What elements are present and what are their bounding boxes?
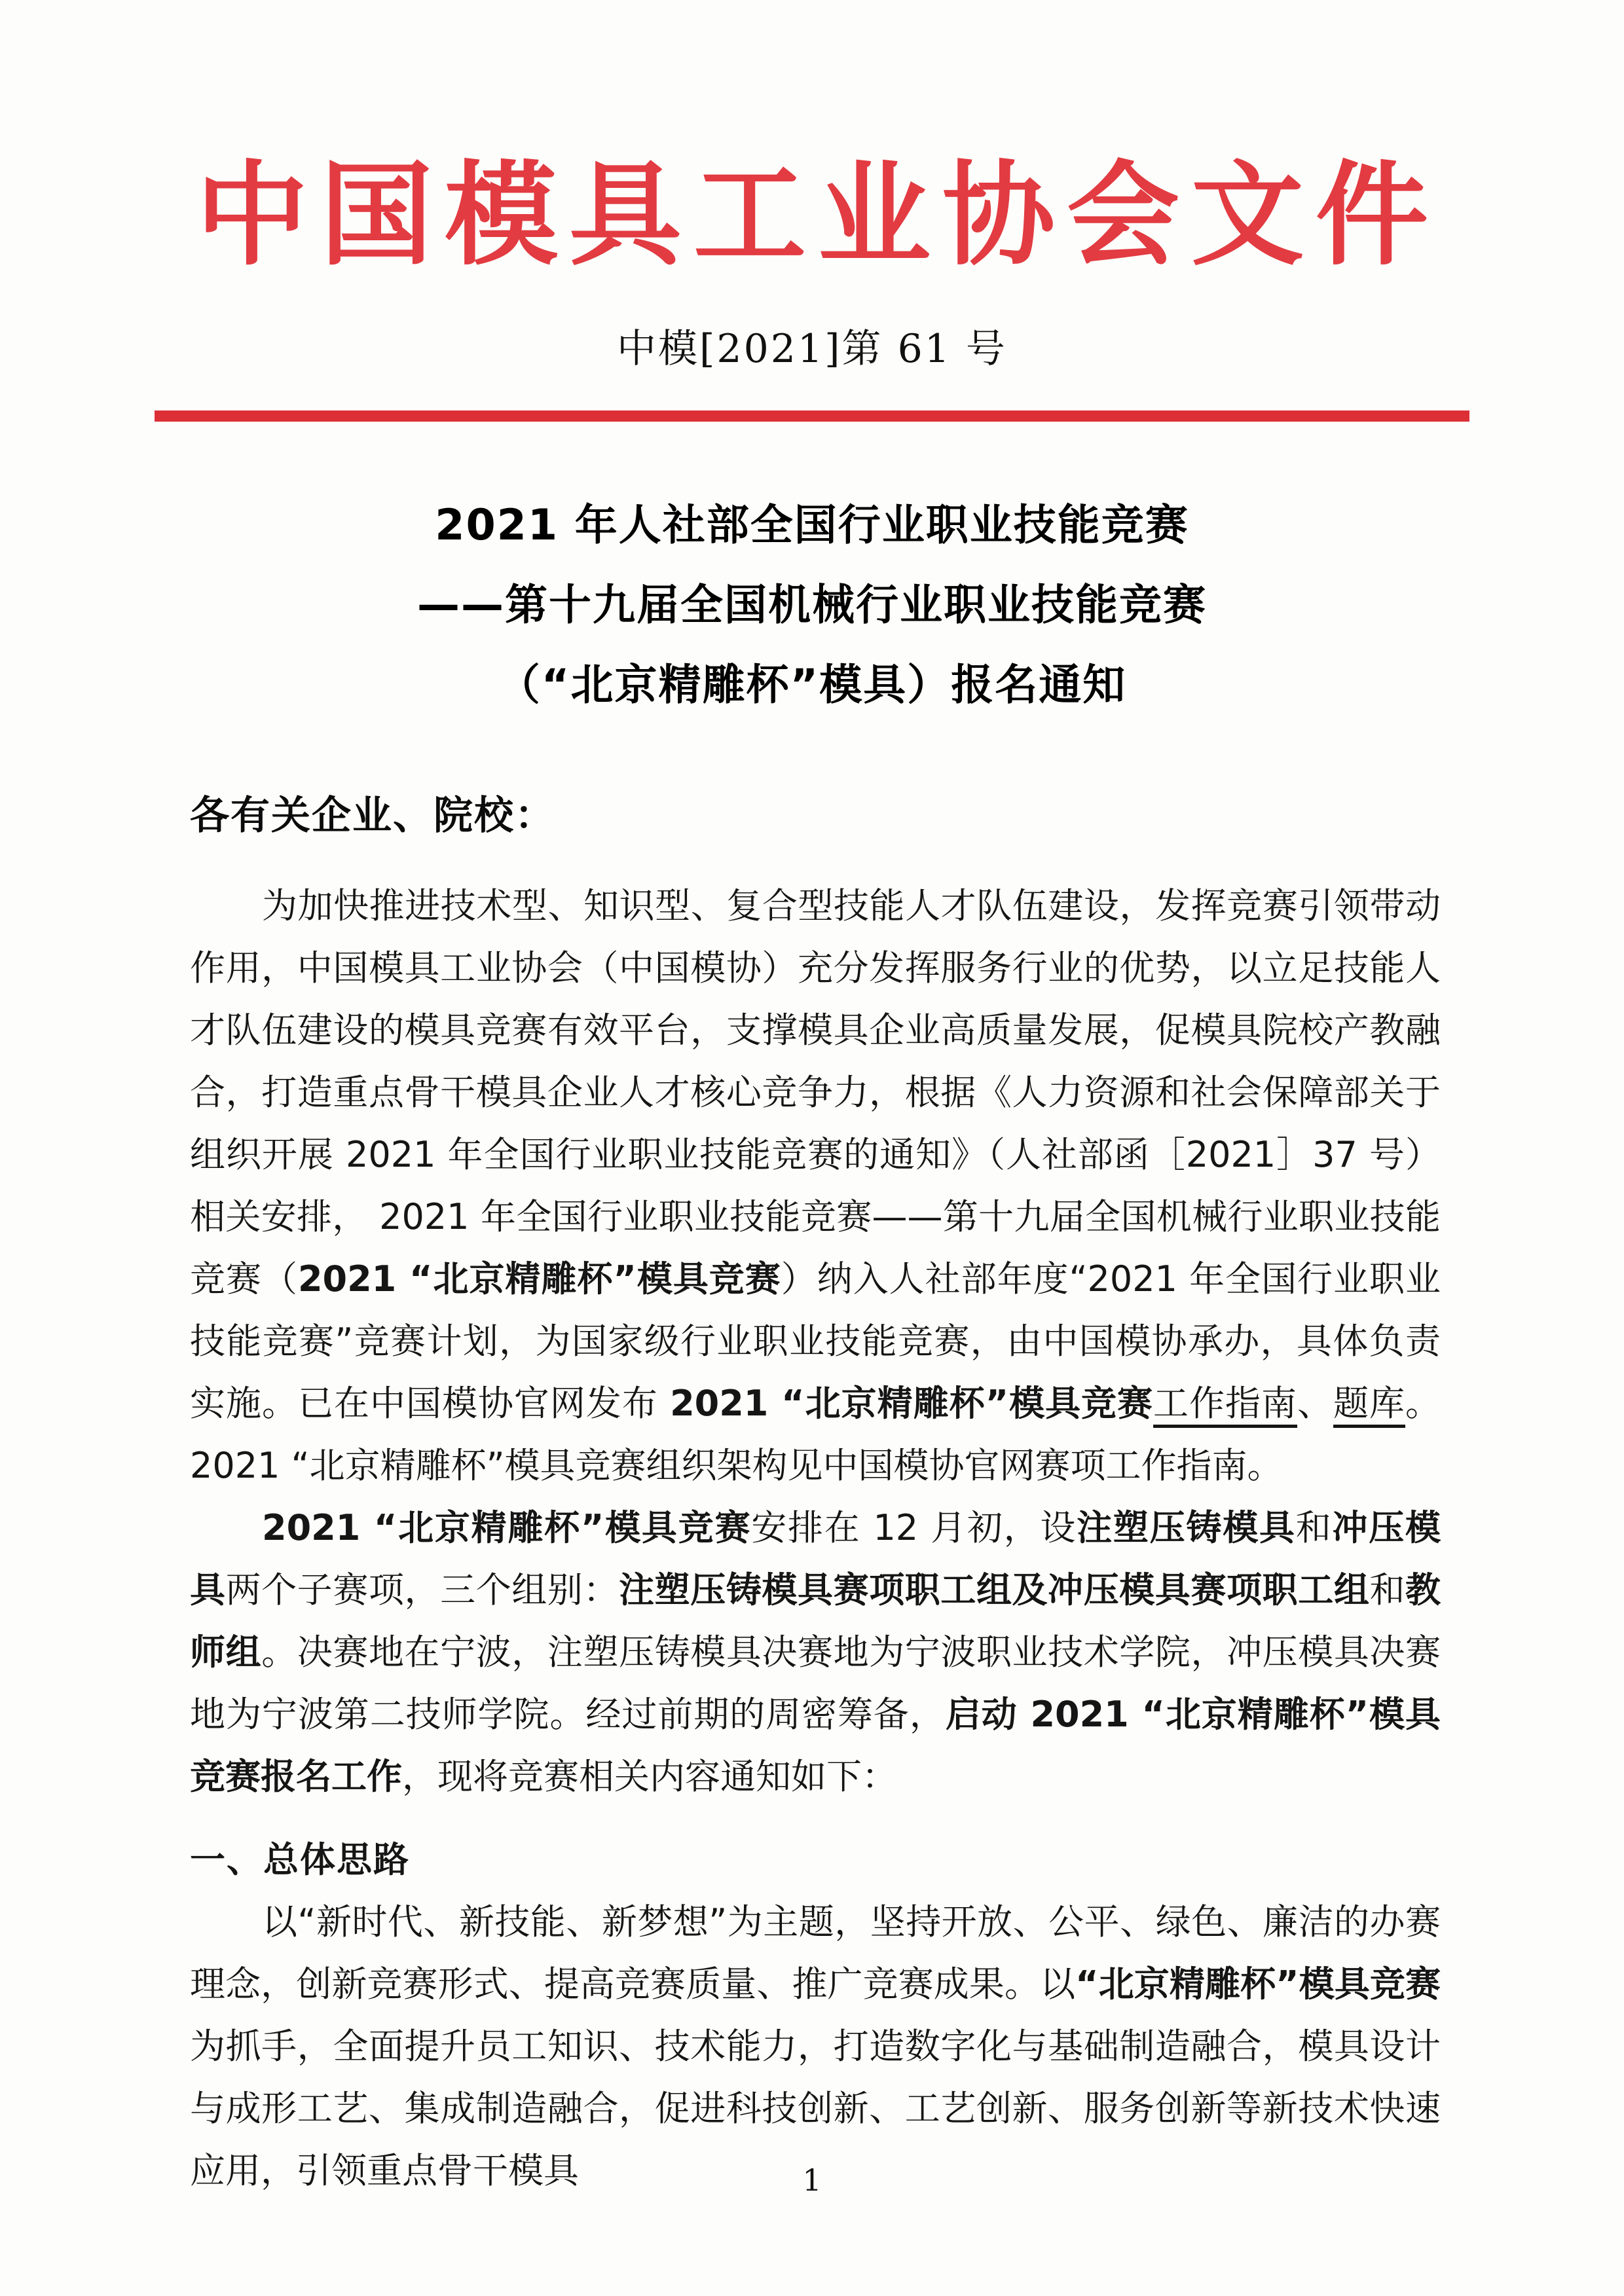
text-run: 启动 2021 “北京精雕杯”模具竞赛报名工作 [190,1693,1441,1797]
text-run: 2021 “北京精雕杯”模具竞赛 [670,1382,1154,1424]
text-run: 题库 [1333,1382,1406,1424]
salutation: 各有关企业、院校： [190,792,555,839]
text-run: 为抓手，全面提升员工知识、技术能力，打造数字化与基础制造融合，模具设计与成形工艺、集成制造融合，促进科技创新、工艺创新、服务创新等新技术快速应用，引领重点骨干模具 [190,2025,1441,2191]
text-run: 工作指南 [1153,1382,1298,1424]
text-run: 和 [1369,1569,1406,1611]
document-title-line-3: （“北京精雕杯”模具）报名通知 [497,660,1127,710]
text-run: 冲压模具 [190,1506,1441,1611]
document-number: 中模[2021]第 61 号 [616,325,1007,372]
text-run: 。2021 “北京精雕杯”模具竞赛组织架构见中国模协官网赛项工作指南。 [190,1382,1441,1486]
text-run: 两个子赛项，三个组别： [225,1569,619,1611]
text-run: 教师组 [190,1569,1441,1673]
document-body [190,875,1441,2202]
paragraph-1 [190,875,1441,1497]
text-run: 注塑压铸模具 [1077,1506,1296,1548]
text-run: 为加快推进技术型、知识型、复合型技能人才队伍建设，发挥竞赛引领带动作用，中国模具工业协会（中国模协）充分发挥服务行业的优势，以立足技能人才队伍建设的模具竞赛有效平台，支撑模具企业高质量发展，促模具院校产教融合，打造重点骨干模具企业人才核心竞争力，根据《人力资源和社会保障部关于组织开展 2021 年全国行业职业技能竞赛的通知》（人社部函［2021］37 号）相关安排， 2021 年全国行业职业技能竞赛——第十九届全国机械行业职业技能竞赛（ [190,884,1441,1300]
text-run: 和 [1295,1506,1333,1548]
document-content [190,784,1441,2202]
text-run: “北京精雕杯”模具竞赛 [1075,1963,1441,2005]
text-run: 2021 “北京精雕杯”模具竞赛 [262,1506,752,1548]
document-title-line-1: 2021 年人社部全国行业职业技能竞赛 [435,500,1189,550]
page-number: 1 [802,2162,822,2198]
text-run: 注塑压铸模具赛项职工组及冲压模具赛项职工组 [619,1569,1370,1611]
document-title [0,486,1624,725]
red-divider-line [155,410,1469,422]
letterhead-org-title: 中国模具工业协会文件 [196,148,1440,281]
text-run: 以“新时代、新技能、新梦想”为主题，坚持开放、公平、绿色、廉洁的办赛理念，创新竞赛形式、提高竞赛质量、推广竞赛成果。以 [190,1901,1441,2005]
paragraph-3 [190,1891,1441,2202]
text-run: 2021 “北京精雕杯”模具竞赛 [297,1258,781,1300]
text-run: 、 [1297,1382,1334,1424]
text-run: 一、总体思路 [190,1838,410,1880]
text-run: ，现将竞赛相关内容通知如下： [402,1755,897,1797]
text-run: 安排在 12 月初，设 [751,1506,1077,1548]
text-run: 。决赛地在宁波，注塑压铸模具决赛地为宁波职业技术学院，冲压模具决赛地为宁波第二技师学院。经过前期的周密筹备， [190,1631,1441,1735]
document-title-line-2: ——第十九届全国机械行业职业技能竞赛 [416,580,1207,630]
text-run: ）纳入人社部年度“2021 年全国行业职业技能竞赛”竞赛计划，为国家级行业职业技能竞赛，由中国模协承办，具体负责实施。已在中国模协官网发布 [190,1258,1441,1424]
section-heading-overall-approach [190,1829,1441,1891]
paragraph-2 [190,1497,1441,1808]
